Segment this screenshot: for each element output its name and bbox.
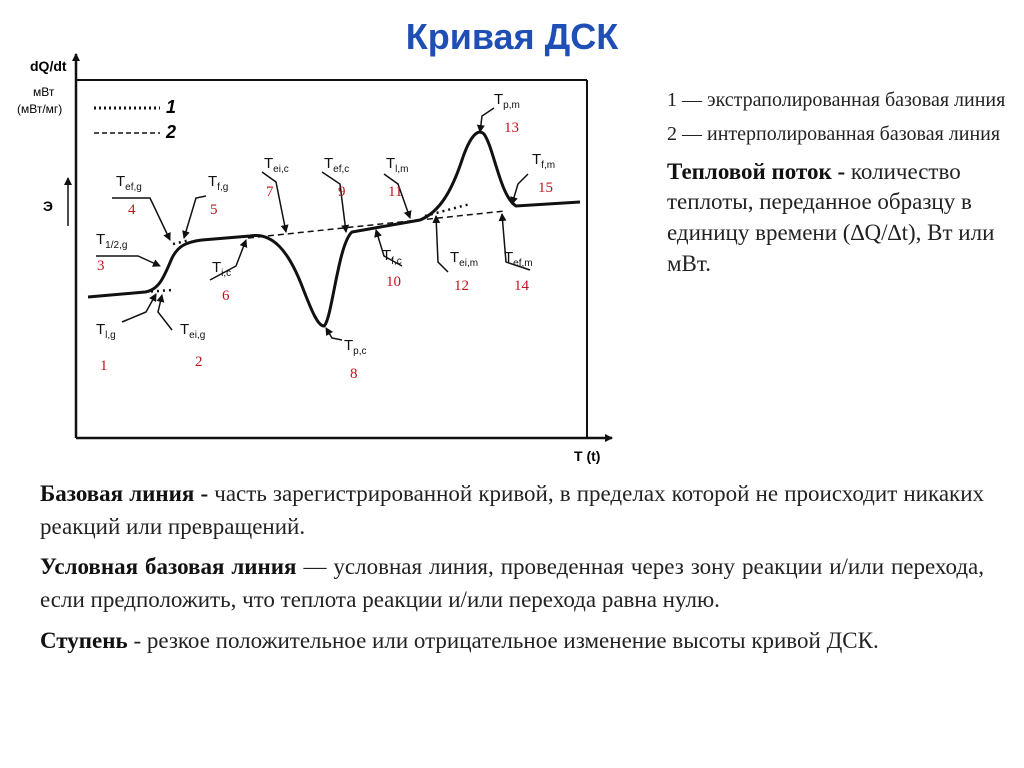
definition-text: часть зарегистрированной кривой, в пределах которой не происходит никаких реакций или превращений. — [40, 481, 985, 539]
legend-dashed-number: 2 — [166, 122, 177, 142]
baselines — [145, 204, 505, 292]
y-axis-unit-alt: (мВт/мг) — [17, 102, 63, 116]
point-label-7: $T_{ei,c}$ — [264, 155, 289, 175]
line-type-legend — [94, 97, 176, 142]
leader-13 — [480, 108, 494, 132]
point-number-14: 14 — [514, 278, 529, 294]
definition-conditional-baseline — [40, 551, 984, 616]
heat-flow-text: количество теплоты, переданное образцу в единицу времени (∆Q/∆t), Вт или мВт. — [667, 158, 995, 276]
point-label-15: $T_{f,m}$ — [532, 151, 556, 171]
point-label-6: $T_{i,c}$ — [212, 259, 232, 279]
point-number-1: 1 — [100, 358, 108, 374]
leader-3 — [96, 256, 160, 266]
point-label-14: $T_{ef,m}$ — [504, 249, 533, 269]
point-number-12: 12 — [454, 278, 469, 294]
definition-step — [40, 625, 984, 658]
point-number-5: 5 — [210, 202, 218, 218]
x-axis-label: T (t) — [574, 448, 601, 464]
point-number-11: 11 — [388, 184, 403, 200]
legend-extrapolated: 1 — экстраполированная базовая линия — [667, 89, 1006, 111]
point-label-1: $T_{l,g}$ — [96, 321, 116, 341]
point-label-4: $T_{ef,g}$ — [116, 173, 142, 193]
point-label-2: $T_{ei,g}$ — [180, 321, 206, 341]
point-number-9: 9 — [338, 184, 346, 200]
point-label-9: $T_{ef,c}$ — [324, 155, 350, 175]
point-number-15: 15 — [538, 180, 553, 196]
legend-interpolated: 2 — интерполированная базовая линия — [667, 123, 1001, 146]
leader-9 — [322, 172, 346, 232]
definitions-block — [40, 478, 984, 665]
heat-flow-term: Тепловой поток - — [667, 158, 846, 184]
energy-label: Э — [43, 198, 53, 214]
point-label-5: $T_{f,g}$ — [208, 173, 229, 193]
y-axis-unit: мВт — [33, 85, 55, 99]
leader-2 — [158, 295, 172, 330]
page-title: Кривая ДСК — [405, 16, 619, 57]
point-label-10: $T_{f,c}$ — [382, 247, 402, 267]
leader-lines — [96, 108, 530, 340]
point-number-6: 6 — [222, 288, 230, 304]
point-label-11: $T_{l,m}$ — [386, 155, 409, 175]
point-number-10: 10 — [386, 274, 401, 290]
leader-12 — [436, 216, 448, 272]
leader-7 — [262, 172, 286, 232]
point-label-13: $T_{p,m}$ — [494, 91, 520, 111]
point-label-12: $T_{ei,m}$ — [450, 249, 479, 269]
point-number-3: 3 — [97, 258, 105, 274]
definition-text: — условная линия, проведенная через зону реакции и/или перехода, если предположить, что теплота реакции и/или перехода равна нулю. — [40, 554, 985, 612]
definition-term: Ступень — [40, 627, 128, 653]
leader-15 — [512, 174, 528, 204]
point-label-3: $T_{1/2,g}$ — [96, 231, 128, 251]
leader-5 — [184, 196, 206, 238]
definition-term: Базовая линия - — [40, 481, 209, 506]
point-label-8: $T_{p,c}$ — [344, 337, 367, 357]
definition-text: - резкое положительное или отрицательное изменение высоты кривой ДСК. — [133, 627, 879, 653]
definition-term: Условная базовая линия — [40, 554, 297, 580]
leader-8 — [326, 328, 342, 340]
definition-baseline — [40, 478, 984, 543]
point-number-2: 2 — [195, 354, 203, 370]
point-number-8: 8 — [350, 366, 358, 382]
point-labels — [96, 91, 555, 382]
right-legend-panel — [667, 88, 1012, 279]
point-number-4: 4 — [128, 202, 136, 218]
leader-4 — [112, 198, 170, 240]
legend-dotted-number: 1 — [166, 97, 177, 117]
point-number-7: 7 — [266, 184, 274, 200]
heat-flow-definition — [667, 157, 1012, 279]
leader-1 — [122, 294, 156, 322]
point-number-13: 13 — [504, 120, 519, 136]
y-axis-label: dQ/dt — [30, 58, 67, 74]
